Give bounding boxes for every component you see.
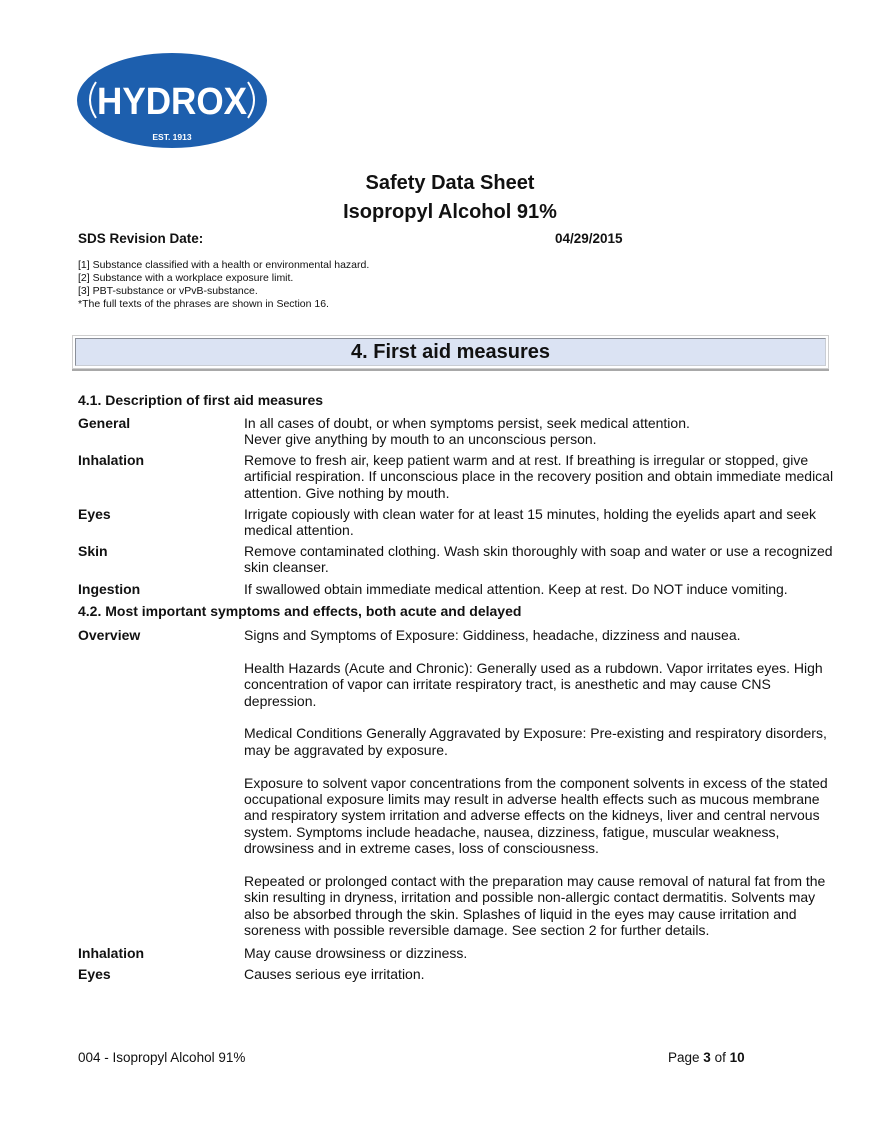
row-text: May cause drowsiness or dizziness. xyxy=(244,945,468,961)
product-name: Isopropyl Alcohol 91% xyxy=(343,201,557,223)
page-total: 10 xyxy=(729,1050,745,1065)
row-text: Never give anything by mouth to an unconscious person. xyxy=(244,431,597,448)
overview-paragraph: Medical Conditions Generally Aggravated by Exposure: Pre-existing and respiratory disorders, may be aggravated by exposure. xyxy=(244,725,827,758)
row-text: Remove to fresh air, keep patient warm and at rest. If breathing is irregular or stopped, give artificial respiration. If unconscious place in the recovery position and obtain immediate medical attention. Give nothing by mouth. xyxy=(244,452,834,501)
revision-date-value: 04/29/2015 xyxy=(555,231,623,246)
row-label: Overview xyxy=(78,627,141,643)
row-label: Skin xyxy=(78,543,108,559)
overview-paragraph: Signs and Symptoms of Exposure: Giddiness, headache, dizziness and nausea. xyxy=(244,627,741,643)
row-label: Inhalation xyxy=(78,945,145,961)
note: *The full texts of the phrases are shown in Section 16. xyxy=(78,298,329,310)
row-text: In all cases of doubt, or when symptoms persist, seek medical attention. xyxy=(244,415,690,431)
substance-notes xyxy=(78,259,369,311)
row-label: General xyxy=(78,415,131,431)
footer-page-number xyxy=(668,1050,745,1065)
logo-brand: HYDROX xyxy=(97,81,248,123)
section-title: 4. First aid measures xyxy=(75,338,826,366)
row-label: Eyes xyxy=(78,506,111,522)
document-title: Safety Data Sheet xyxy=(365,172,535,194)
logo-tagline: EST. 1913 xyxy=(152,132,192,142)
overview-paragraph: Repeated or prolonged contact with the preparation may cause removal of natural fat from the skin resulting in dryness, irritation and possible non-allergic contact dermatitis. Solvents may also be absorbed through the skin. Splashes of liquid in the eyes may cause irritation and soreness with possible reversible damage. See section 2 for further details. xyxy=(244,873,826,939)
subsection-title-4-1: 4.1. Description of first aid measures xyxy=(78,392,324,408)
page-word: Page xyxy=(668,1050,700,1065)
row-label: Eyes xyxy=(78,966,111,982)
hydrox-logo xyxy=(76,52,268,149)
overview-paragraph: Exposure to solvent vapor concentrations from the component solvents in excess of the stated occupational exposure limits may result in adverse health effects such as mucous membrane and respiratory system irritation and adverse effects on the kidneys, liver and central nervous system. Symptoms include headache, nausea, dizziness, fatigue, muscular weakness, drowsiness and in extreme cases, loss of consciousness. xyxy=(244,774,828,857)
subsection-title-4-2: 4.2. Most important symptoms and effects, both acute and delayed xyxy=(78,603,522,619)
of-word: of xyxy=(714,1050,726,1065)
footer-document-name: 004 - Isopropyl Alcohol 91% xyxy=(78,1050,246,1065)
revision-date-label: SDS Revision Date: xyxy=(78,231,204,246)
row-text: Remove contaminated clothing. Wash skin thoroughly with soap and water or use a recognized skin cleanser. xyxy=(244,543,833,576)
note: [2] Substance with a workplace exposure limit. xyxy=(78,272,294,284)
page-current: 3 xyxy=(703,1050,711,1065)
row-text: Irrigate copiously with clean water for at least 15 minutes, holding the eyelids apart and seek medical attention. xyxy=(244,506,816,539)
row-text: If swallowed obtain immediate medical attention. Keep at rest. Do NOT induce vomiting. xyxy=(244,581,788,597)
row-text: Causes serious eye irritation. xyxy=(244,966,425,982)
note: [1] Substance classified with a health or environmental hazard. xyxy=(78,259,370,271)
note: [3] PBT-substance or vPvB-substance. xyxy=(78,285,258,297)
section-header xyxy=(72,335,829,369)
row-label: Inhalation xyxy=(78,452,145,468)
overview-paragraph: Health Hazards (Acute and Chronic): Generally used as a rubdown. Vapor irritates eyes. High concentration of vapor can irritate respiratory tract, is anesthetic and may cause CNS depression. xyxy=(244,659,823,709)
row-label: Ingestion xyxy=(78,581,141,597)
